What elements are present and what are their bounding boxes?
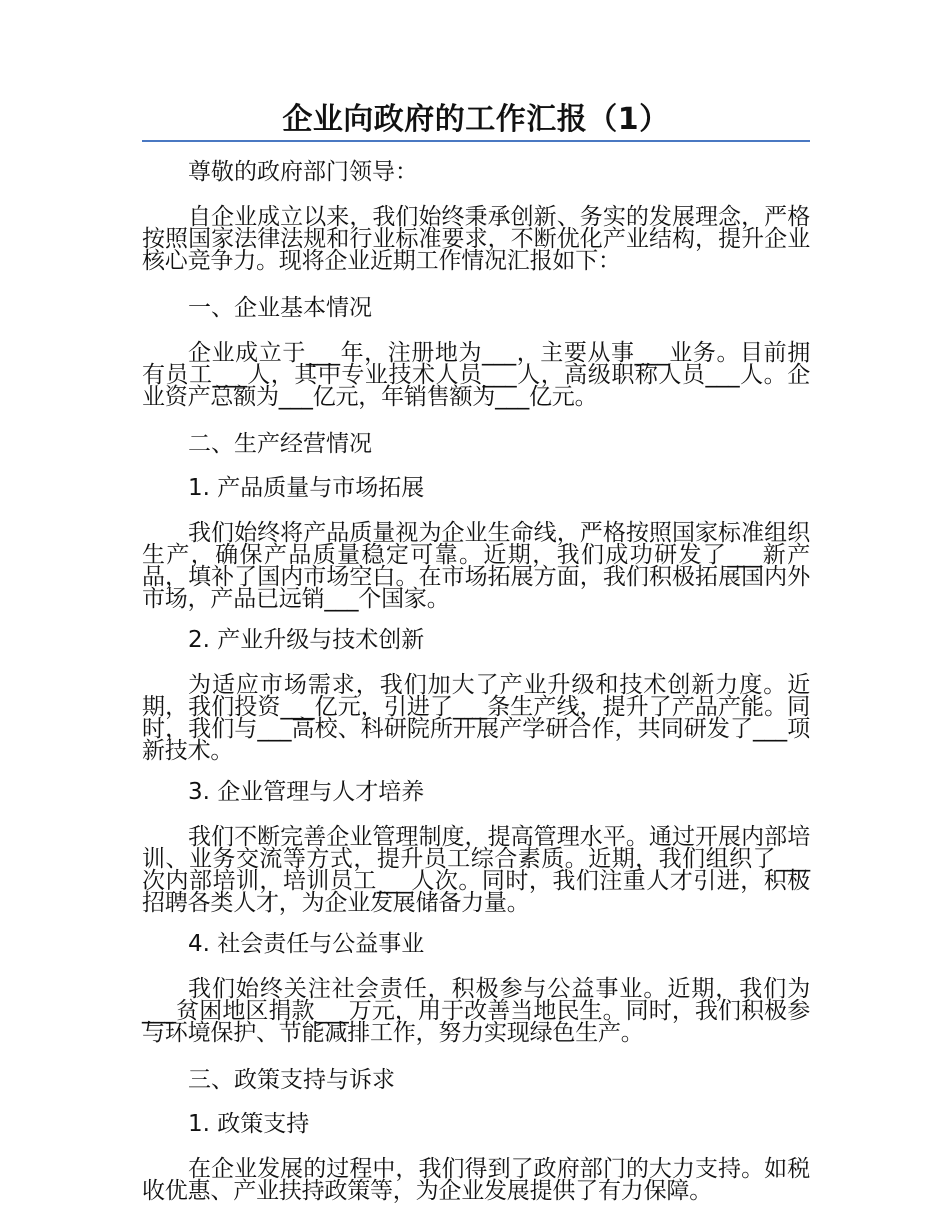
subheading-management-talent: 3. 企业管理与人才培养	[188, 779, 425, 805]
subheading-quality-market: 1. 产品质量与市场拓展	[188, 475, 425, 501]
section-heading-basic-info: 一、企业基本情况	[188, 295, 372, 321]
management-talent-paragraph: 我们不断完善企业管理制度，提高管理水平。通过开展内部培训、业务交流等方式，提升员工综合素质。近期，我们组织了___次内部培训，培训员工___人次。同时，我们注重人才引进，积极招聘各类人才，为企业发展储备力量。	[142, 824, 810, 916]
section-heading-operations: 二、生产经营情况	[188, 431, 372, 457]
quality-market-paragraph: 我们始终将产品质量视为企业生命线，严格按照国家标准组织生产，确保产品质量稳定可靠。近期，我们成功研发了___新产品，填补了国内市场空白。在市场拓展方面，我们积极拓展国内外市场，产品已远销___个国家。	[142, 520, 810, 612]
subheading-policy-support: 1. 政策支持	[188, 1111, 310, 1137]
document-page	[142, 100, 810, 1202]
social-responsibility-paragraph: 我们始终关注社会责任，积极参与公益事业。近期，我们为___贫困地区捐款___万元，用于改善当地民生。同时，我们积极参与环境保护、节能减排工作，努力实现绿色生产。	[142, 976, 810, 1046]
subheading-social-responsibility: 4. 社会责任与公益事业	[188, 931, 425, 957]
policy-support-paragraph: 在企业发展的过程中，我们得到了政府部门的大力支持。如税收优惠、产业扶持政策等，为企业发展提供了有力保障。	[142, 1156, 810, 1204]
document-title: 企业向政府的工作汇报（1）	[142, 100, 810, 142]
section-heading-policy: 三、政策支持与诉求	[188, 1067, 395, 1093]
basic-info-paragraph: 企业成立于___年，注册地为___，主要从事___业务。目前拥有员工___人，其中专业技术人员___人，高级职称人员___人。企业资产总额为___亿元，年销售额为___亿元。	[142, 340, 810, 410]
subheading-upgrade-innovation: 2. 产业升级与技术创新	[188, 627, 425, 653]
salutation: 尊敬的政府部门领导：	[188, 159, 418, 185]
upgrade-innovation-paragraph: 为适应市场需求，我们加大了产业升级和技术创新力度。近期，我们投资___亿元，引进了___条生产线，提升了产品产能。同时，我们与___高校、科研院所开展产学研合作，共同研发了___项新技术。	[142, 672, 810, 764]
intro-paragraph: 自企业成立以来，我们始终秉承创新、务实的发展理念，严格按照国家法律法规和行业标准要求，不断优化产业结构，提升企业核心竞争力。现将企业近期工作情况汇报如下：	[142, 204, 810, 274]
